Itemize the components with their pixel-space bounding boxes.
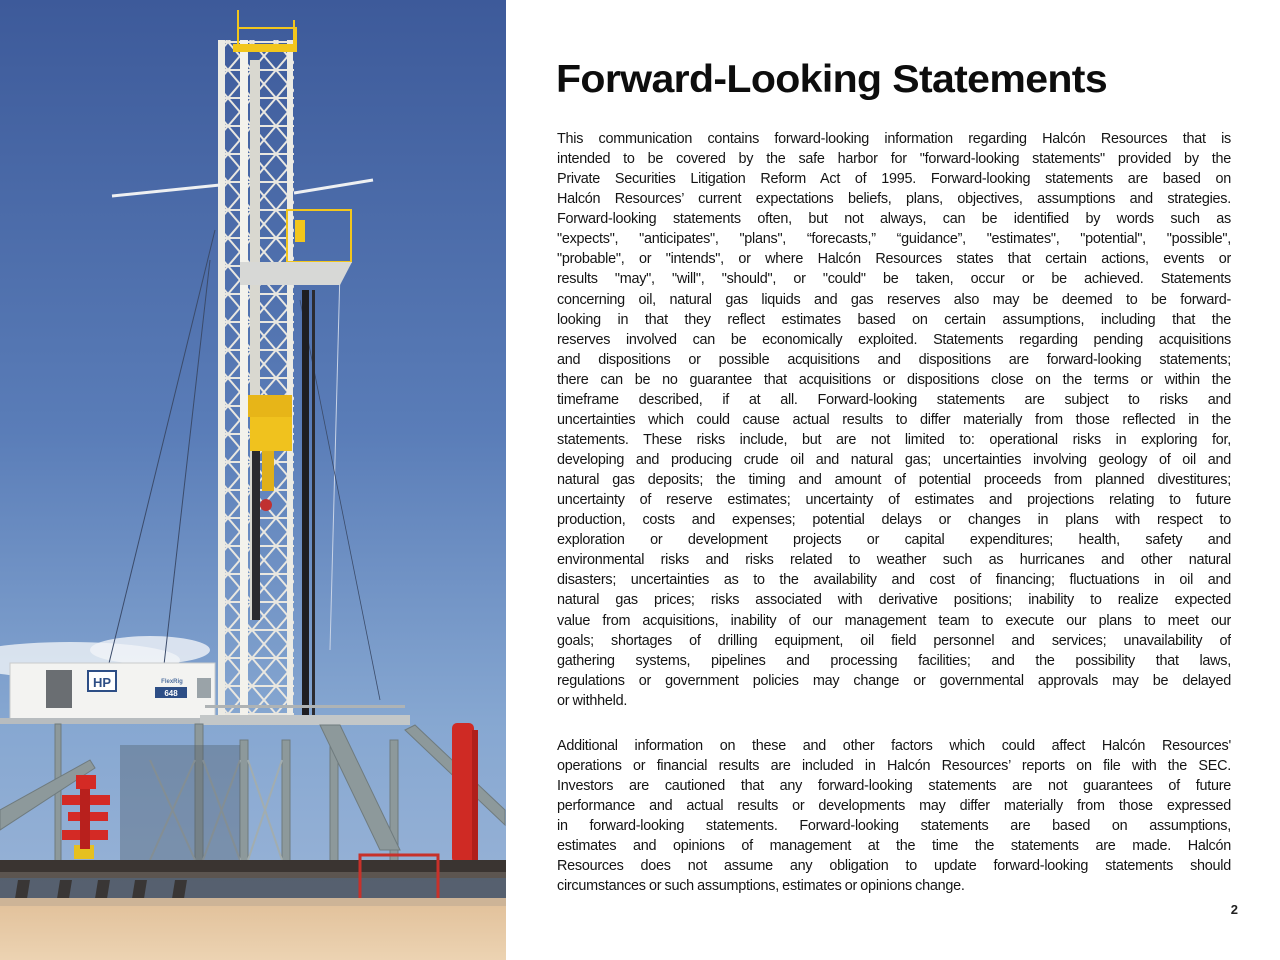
paragraph-line: value from acquisitions, inability of our management team to execute our plans to meet our (557, 612, 1231, 629)
paragraph-line: operations or financial results are included in Halcón Resources’ reports on file with the SEC. (557, 757, 1231, 774)
paragraph-line: Forward-looking statements often, but not always, can be identified by words such as (557, 211, 1231, 228)
paragraph-line: or withheld. (557, 692, 628, 709)
paragraph-line: disasters; uncertainties as to the availability and cost of financing; fluctuations in oil and (557, 572, 1231, 589)
paragraph-line: Resources does not assume any obligation to update forward-looking statements should (557, 858, 1231, 875)
paragraph-line: Investors are cautioned that any forward-looking statements are not guarantees of future (557, 777, 1231, 794)
paragraph-line: intended to be covered by the safe harbor for "forward-looking statements" provided by the (557, 151, 1231, 168)
disclaimer-body (557, 129, 1231, 896)
paragraph-line: uncertainties which could cause actual results to differ materially from those reflected in the (557, 411, 1231, 428)
svg-text:FlexRig: FlexRig (161, 679, 183, 685)
paragraph-line: production, costs and expenses; potential delays or changes in plans with respect to (557, 512, 1231, 529)
paragraph-line: natural gas deposits; the timing and amount of potential proceeds from planned divestitures; (557, 472, 1231, 489)
paragraph-line: concerning oil, natural gas liquids and gas reserves also may be deemed to be forward- (557, 291, 1231, 308)
paragraph-line: exploration or development projects or capital expenditures; health, safety and (557, 532, 1231, 549)
paragraph-line: Private Securities Litigation Reform Act of 1995. Forward-looking statements are based on (557, 171, 1231, 188)
paragraph-line: Additional information on these and other factors which could affect Halcón Resources' (557, 737, 1231, 754)
paragraph-line: results "may", "will", "should", or "could" be taken, occur or be achieved. Statements (557, 271, 1231, 288)
paragraph-line: This communication contains forward-looking information regarding Halcón Resources that is (557, 131, 1231, 147)
paragraph-line: estimates and opinions of management at the time the statements are made. Halcón (557, 838, 1231, 855)
paragraph-line: and dispositions or possible acquisitions and dispositions are forward-looking statements; (557, 351, 1231, 368)
paragraph-line: gathering systems, pipelines and processing facilities; and the possibility that laws, (557, 652, 1231, 669)
paragraph-line: developing and producing crude oil and natural gas; uncertainties involving geology of oil and (557, 452, 1231, 468)
paragraph-forward-looking (557, 129, 1231, 711)
paragraph-line: looking in that they reflect estimates based on certain assumptions, including that the (557, 311, 1231, 328)
paragraph-line: goals; shortages of drilling equipment, oil field personnel and services; unavailability of (557, 632, 1231, 649)
page-title: Forward-Looking Statements (556, 58, 1107, 101)
svg-text:648: 648 (164, 689, 178, 698)
paragraph-line: reserves involved can be economically exploited. Statements regarding pending acquisitions (557, 331, 1231, 348)
paragraph-line: performance and actual results or developments may differ materially from those expressed (557, 798, 1231, 814)
driller-cabin (0, 663, 215, 724)
paragraph-additional-information (557, 736, 1231, 897)
paragraph-gap (557, 711, 1231, 736)
paragraph-line: regulations or government policies may change or governmental approvals may be delayed (557, 672, 1231, 689)
paragraph-line: "expects", "anticipates", "plans", “forecasts,” “guidance”, "estimates", "potential", "possible", (557, 231, 1231, 248)
paragraph-line: timeframe described, if at all. Forward-looking statements are subject to risks and (557, 391, 1231, 408)
paragraph-line: circumstances or such assumptions, estimates or opinions change. (557, 878, 965, 895)
svg-text:HP: HP (92, 675, 112, 690)
paragraph-line: "probable", or "intends", or where Halcón Resources states that certain actions, events or (557, 251, 1231, 268)
page-number: 2 (1230, 902, 1238, 917)
paragraph-line: uncertainty of reserve estimates; uncertainty of estimates and projections relating to future (557, 492, 1231, 509)
drilling-rig-photo (0, 0, 506, 960)
paragraph-line: statements. These risks include, but are not limited to: operational risks in exploring for, (557, 431, 1231, 448)
paragraph-line: Halcón Resources’ current expectations beliefs, plans, objectives, assumptions and strategies. (557, 191, 1231, 208)
paragraph-line: natural gas prices; risks associated with derivative positions; inability to realize expected (557, 592, 1231, 609)
paragraph-line: environmental risks and risks related to weather such as hurricanes and other natural (557, 552, 1231, 569)
paragraph-line: there can be no guarantee that acquisitions or dispositions close on the terms or within the (557, 371, 1231, 388)
paragraph-line: in forward-looking statements. Forward-looking statements are based on assumptions, (557, 818, 1231, 835)
